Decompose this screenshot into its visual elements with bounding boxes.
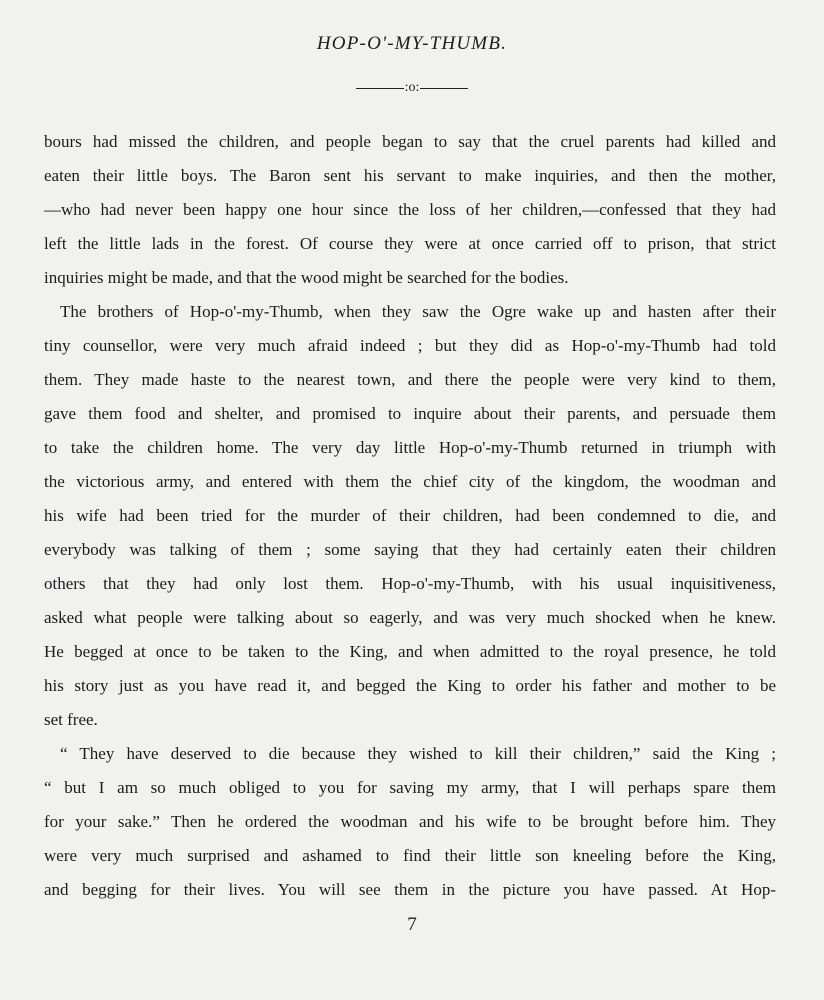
text-line: tiny counsellor, were very much afraid indeed ; but they did as Hop-o'-my-Thumb had told [44, 336, 776, 355]
text-line: asked what people were talking about so eagerly, and was very much shocked when he knew. [44, 608, 776, 627]
text-line: The brothers of Hop-o'-my-Thumb, when they saw the Ogre wake up and hasten after their [60, 302, 776, 321]
text-line: inquiries might be made, and that the wood might be searched for the bodies. [44, 268, 569, 287]
page-number: 7 [407, 914, 417, 935]
text-line: for your sake.” Then he ordered the woodman and his wife to be brought before him. They [44, 812, 776, 831]
text-line: “ They have deserved to die because they wished to kill their children,” said the King ; [60, 744, 776, 763]
text-line: left the little lads in the forest. Of course they were at once carried off to prison, that strict [44, 234, 776, 253]
text-line: set free. [44, 710, 98, 729]
text-line: others that they had only lost them. Hop-o'-my-Thumb, with his usual inquisitiveness, [44, 574, 776, 593]
text-line: He begged at once to be taken to the King, and when admitted to the royal presence, he told [44, 642, 776, 661]
text-line: eaten their little boys. The Baron sent his servant to make inquiries, and then the mother, [44, 166, 776, 185]
ornament-mark: :o: [404, 80, 420, 95]
text-line: bours had missed the children, and people began to say that the cruel parents had killed and [44, 132, 776, 151]
text-line: gave them food and shelter, and promised to inquire about their parents, and persuade them [44, 404, 776, 423]
title-ornament [0, 80, 824, 96]
text-line: and begging for their lives. You will see them in the picture you have passed. At Hop- [44, 880, 776, 899]
text-line: “ but I am so much obliged to you for saving my army, that I will perhaps spare them [44, 778, 776, 797]
body-text [44, 125, 776, 907]
text-line: the victorious army, and entered with them the chief city of the kingdom, the woodman and [44, 472, 776, 491]
ornament-rule-left [356, 88, 404, 89]
ornament-rule-right [420, 88, 468, 89]
running-title: HOP-O'-MY-THUMB. [316, 33, 508, 54]
text-line: everybody was talking of them ; some saying that they had certainly eaten their children [44, 540, 776, 559]
text-line: them. They made haste to the nearest town, and there the people were very kind to them, [44, 370, 776, 389]
text-line: were very much surprised and ashamed to find their little son kneeling before the King, [44, 846, 776, 865]
text-line: —who had never been happy one hour since the loss of her children,—confessed that they had [44, 200, 776, 219]
text-line: his story just as you have read it, and begged the King to order his father and mother to be [44, 676, 776, 695]
text-line: his wife had been tried for the murder of their children, had been condemned to die, and [44, 506, 776, 525]
text-line: to take the children home. The very day little Hop-o'-my-Thumb returned in triumph with [44, 438, 776, 457]
